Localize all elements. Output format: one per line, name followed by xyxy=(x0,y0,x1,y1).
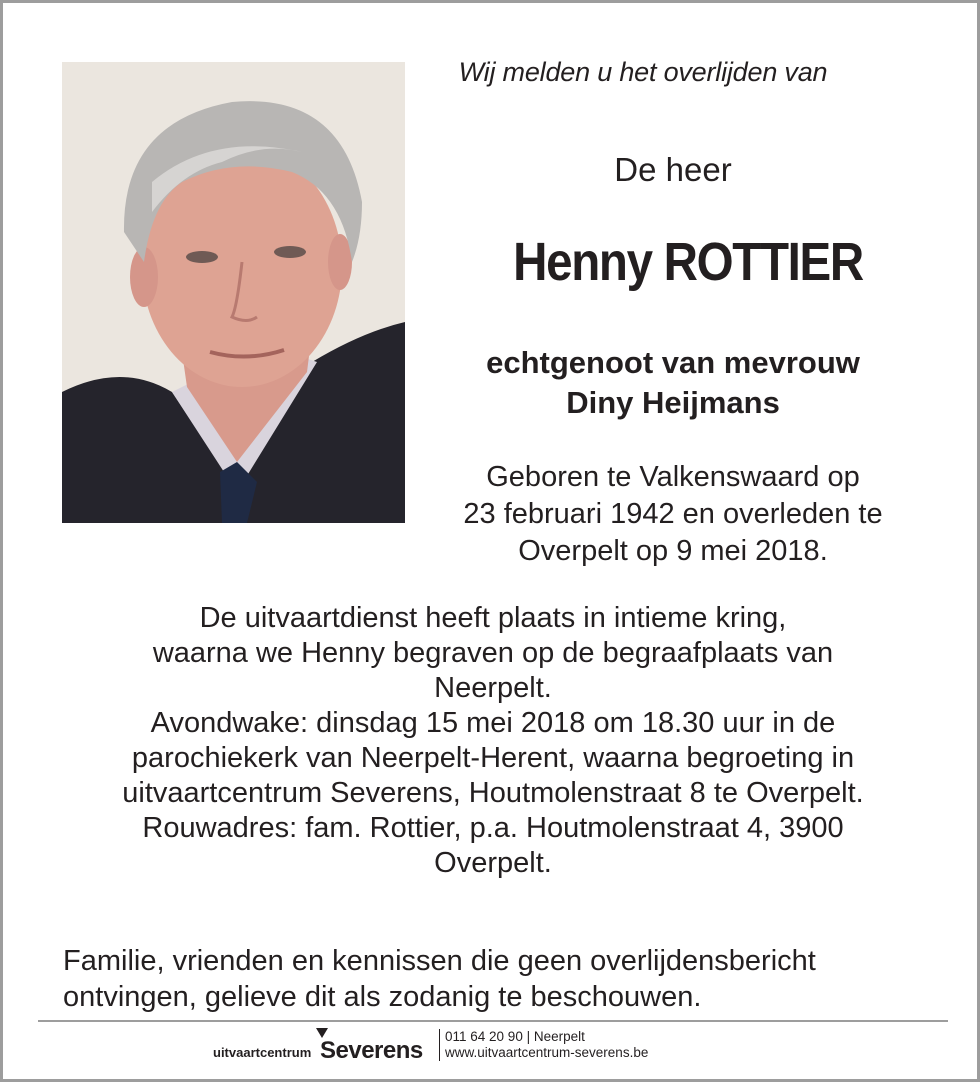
deceased-name: Henny ROTTIER xyxy=(513,232,863,292)
contact-phone: 011 64 20 90 | Neerpelt xyxy=(445,1029,585,1044)
closing-note xyxy=(63,943,943,1015)
spouse-block xyxy=(423,343,923,423)
ceremony-line: De uitvaartdienst heeft plaats in intieme kring, xyxy=(199,602,787,634)
intro-text: Wij melden u het overlijden van xyxy=(458,57,828,87)
portrait-photo xyxy=(62,62,405,523)
birth-line: Overpelt op 9 mei 2018. xyxy=(518,535,828,567)
birth-death-block xyxy=(423,459,923,570)
spouse-line: echtgenoot van mevrouw xyxy=(486,345,860,380)
spouse-name: Diny Heijmans xyxy=(566,385,780,420)
birth-line: 23 februari 1942 en overleden te xyxy=(463,498,883,530)
ceremony-line: uitvaartcentrum Severens, Houtmolenstraat 8 te Overpelt. xyxy=(122,777,864,809)
contact-website[interactable]: www.uitvaartcentrum-severens.be xyxy=(445,1045,649,1060)
ceremony-line: Neerpelt. xyxy=(434,672,552,704)
ceremony-line: Avondwake: dinsdag 15 mei 2018 om 18.30 uur in de xyxy=(150,707,836,739)
ceremony-line: parochiekerk van Neerpelt-Herent, waarna begroeting in xyxy=(131,742,855,774)
divider xyxy=(38,1020,948,1022)
contact-info xyxy=(439,1029,648,1061)
honorific: De heer xyxy=(614,151,732,188)
closing-line: Familie, vrienden en kennissen die geen overlijdensbericht xyxy=(63,945,816,977)
ceremony-line: Rouwadres: fam. Rottier, p.a. Houtmolenstraat 4, 3900 xyxy=(142,812,844,844)
ceremony-line: waarna we Henny begraven op de begraafplaats van xyxy=(152,637,834,669)
birth-line: Geboren te Valkenswaard op xyxy=(486,461,860,493)
ceremony-block xyxy=(63,601,923,881)
funeral-home-logo xyxy=(213,1027,433,1067)
ceremony-line: Overpelt. xyxy=(434,847,552,879)
closing-line: ontvingen, gelieve dit als zodanig te beschouwen. xyxy=(63,981,702,1013)
logo-big-text: Severens xyxy=(320,1037,423,1064)
logo-small-text: uitvaartcentrum xyxy=(213,1045,312,1060)
